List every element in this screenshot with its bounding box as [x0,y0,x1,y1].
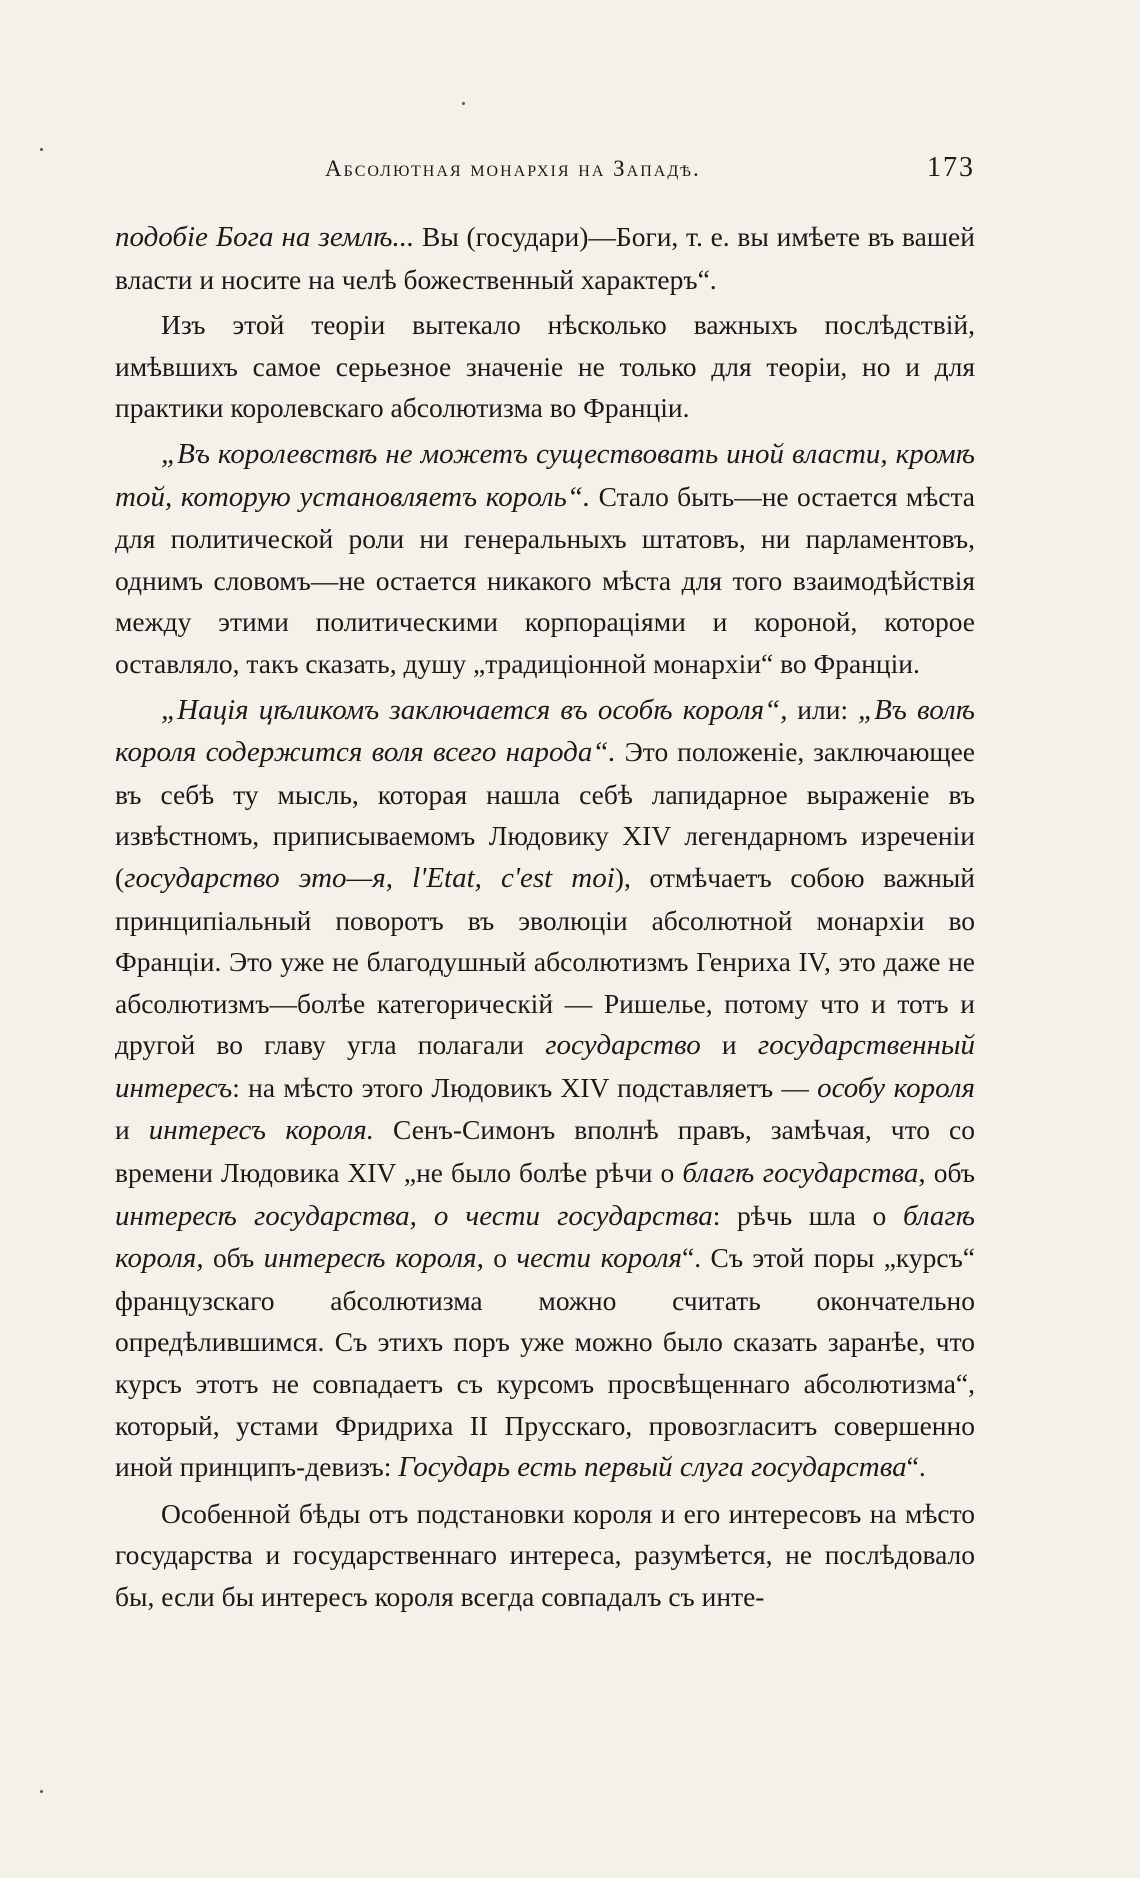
paragraph-5 [115,1493,975,1618]
italic-run: особу короля [817,1071,975,1104]
text-run: “. Съ этой поры „курсъ“ французскаго абсолютизма можно считать окончательно опредѣлившимся. Съ этихъ поръ уже можно было сказать заранѣе, что курсъ этотъ не совпадаетъ съ курсомъ просвѣщеннаго абсолютизма“, который, устами Фридриха II Прусскаго, провозгласитъ совершенно иной принципъ-девизъ: [115,1242,976,1483]
paragraph-4 [115,689,975,1489]
text-run: Вы (государи)—Боги, т. е. вы имѣете въ вашей власти и носите на челѣ божественный характеръ“. [115,221,975,295]
italic-run: интересѣ короля, [263,1242,484,1275]
text-run: и [115,1114,149,1146]
text-run: : рѣчь шла о [712,1199,903,1231]
text-run: Это положеніе, заключающее въ себѣ ту мысль, которая нашла себѣ лапидарное выраженіе въ извѣстномъ, приписываемомъ Людовику XIV легендарномъ изреченіи ( [115,736,975,893]
text-run: “. [906,1451,926,1483]
text-run: Изъ этой теоріи вытекало нѣсколько важныхъ послѣдствій, имѣвшихъ самое серьезное значеніе не только для теоріи, но и для практики королевскаго абсолютизма во Франціи. [115,309,975,424]
paragraph-2 [115,304,975,429]
italic-run: государство это—я, l'Etat, c'est moi [124,861,615,894]
paragraph-3 [115,433,975,685]
text-run: объ [203,1242,264,1274]
italic-run: благѣ короля, [115,1199,975,1275]
italic-run: благѣ государства, [682,1157,926,1190]
running-title: Абсолютная монархія на Западѣ. [325,156,701,181]
text-run: и [700,1029,758,1061]
italic-run: „Нація цѣликомъ заключается въ особѣ короля“, [161,693,788,726]
italic-run: интересъ короля. [148,1114,375,1147]
text-run: ), отмѣчаетъ собою важный принципіальный поворотъ въ эволюціи абсолютной монархіи во Франціи. Это уже не благодушный абсолютизмъ Генриха IV, это даже не абсолютизмъ—болѣе категорическій — Ришелье, потому что и тотъ и другой во главу угла полагали [115,861,975,1061]
scan-speck [462,102,465,105]
scan-speck [40,1790,43,1793]
text-run: : на мѣсто этого Людовикъ XIV подставляетъ — [232,1071,818,1103]
text-run: Стало быть—не остается мѣста для политической роли ни генеральныхъ штатовъ, ни парламентовъ, однимъ словомъ—не остается никакого мѣста для того взаимодѣйствія между этими политическими корпораціями и короной, которое оставляло, такъ сказать, душу „традиціонной монархіи“ во Франціи. [115,480,975,679]
italic-run: Государь есть первый слуга государства [398,1451,907,1484]
running-head [115,150,975,190]
italic-run: интересѣ государства, о чести государства [115,1199,713,1232]
text-run: объ [925,1157,976,1189]
text-run: Сенъ-Симонъ вполнѣ правъ, замѣчая, что со времени Людовика XIV „не было болѣе рѣчи о [115,1114,976,1189]
page-number: 173 [927,152,975,183]
text-run: о [483,1242,517,1274]
italic-run: государство [545,1029,701,1062]
italic-run: подобіе Бога на землѣ... [115,221,415,253]
italic-run: „Въ волѣ короля содержится воля всего народа“. [115,693,975,769]
paragraph-1 [115,216,975,300]
italic-run: чести короля [516,1242,683,1275]
text-run: или: [787,693,858,725]
italic-run: государственный интересъ [115,1029,976,1104]
italic-run: „Въ королевствѣ не можетъ существовать иной власти, кромѣ той, которую установляетъ король“. [115,437,975,513]
text-run: Особенной бѣды отъ подстановки короля и его интересовъ на мѣсто государства и государственнаго интереса, разумѣется, не послѣдовало бы, если бы интересъ короля всегда совпадалъ съ инте- [115,1497,975,1612]
scan-speck [40,148,43,151]
book-page [115,150,975,1618]
